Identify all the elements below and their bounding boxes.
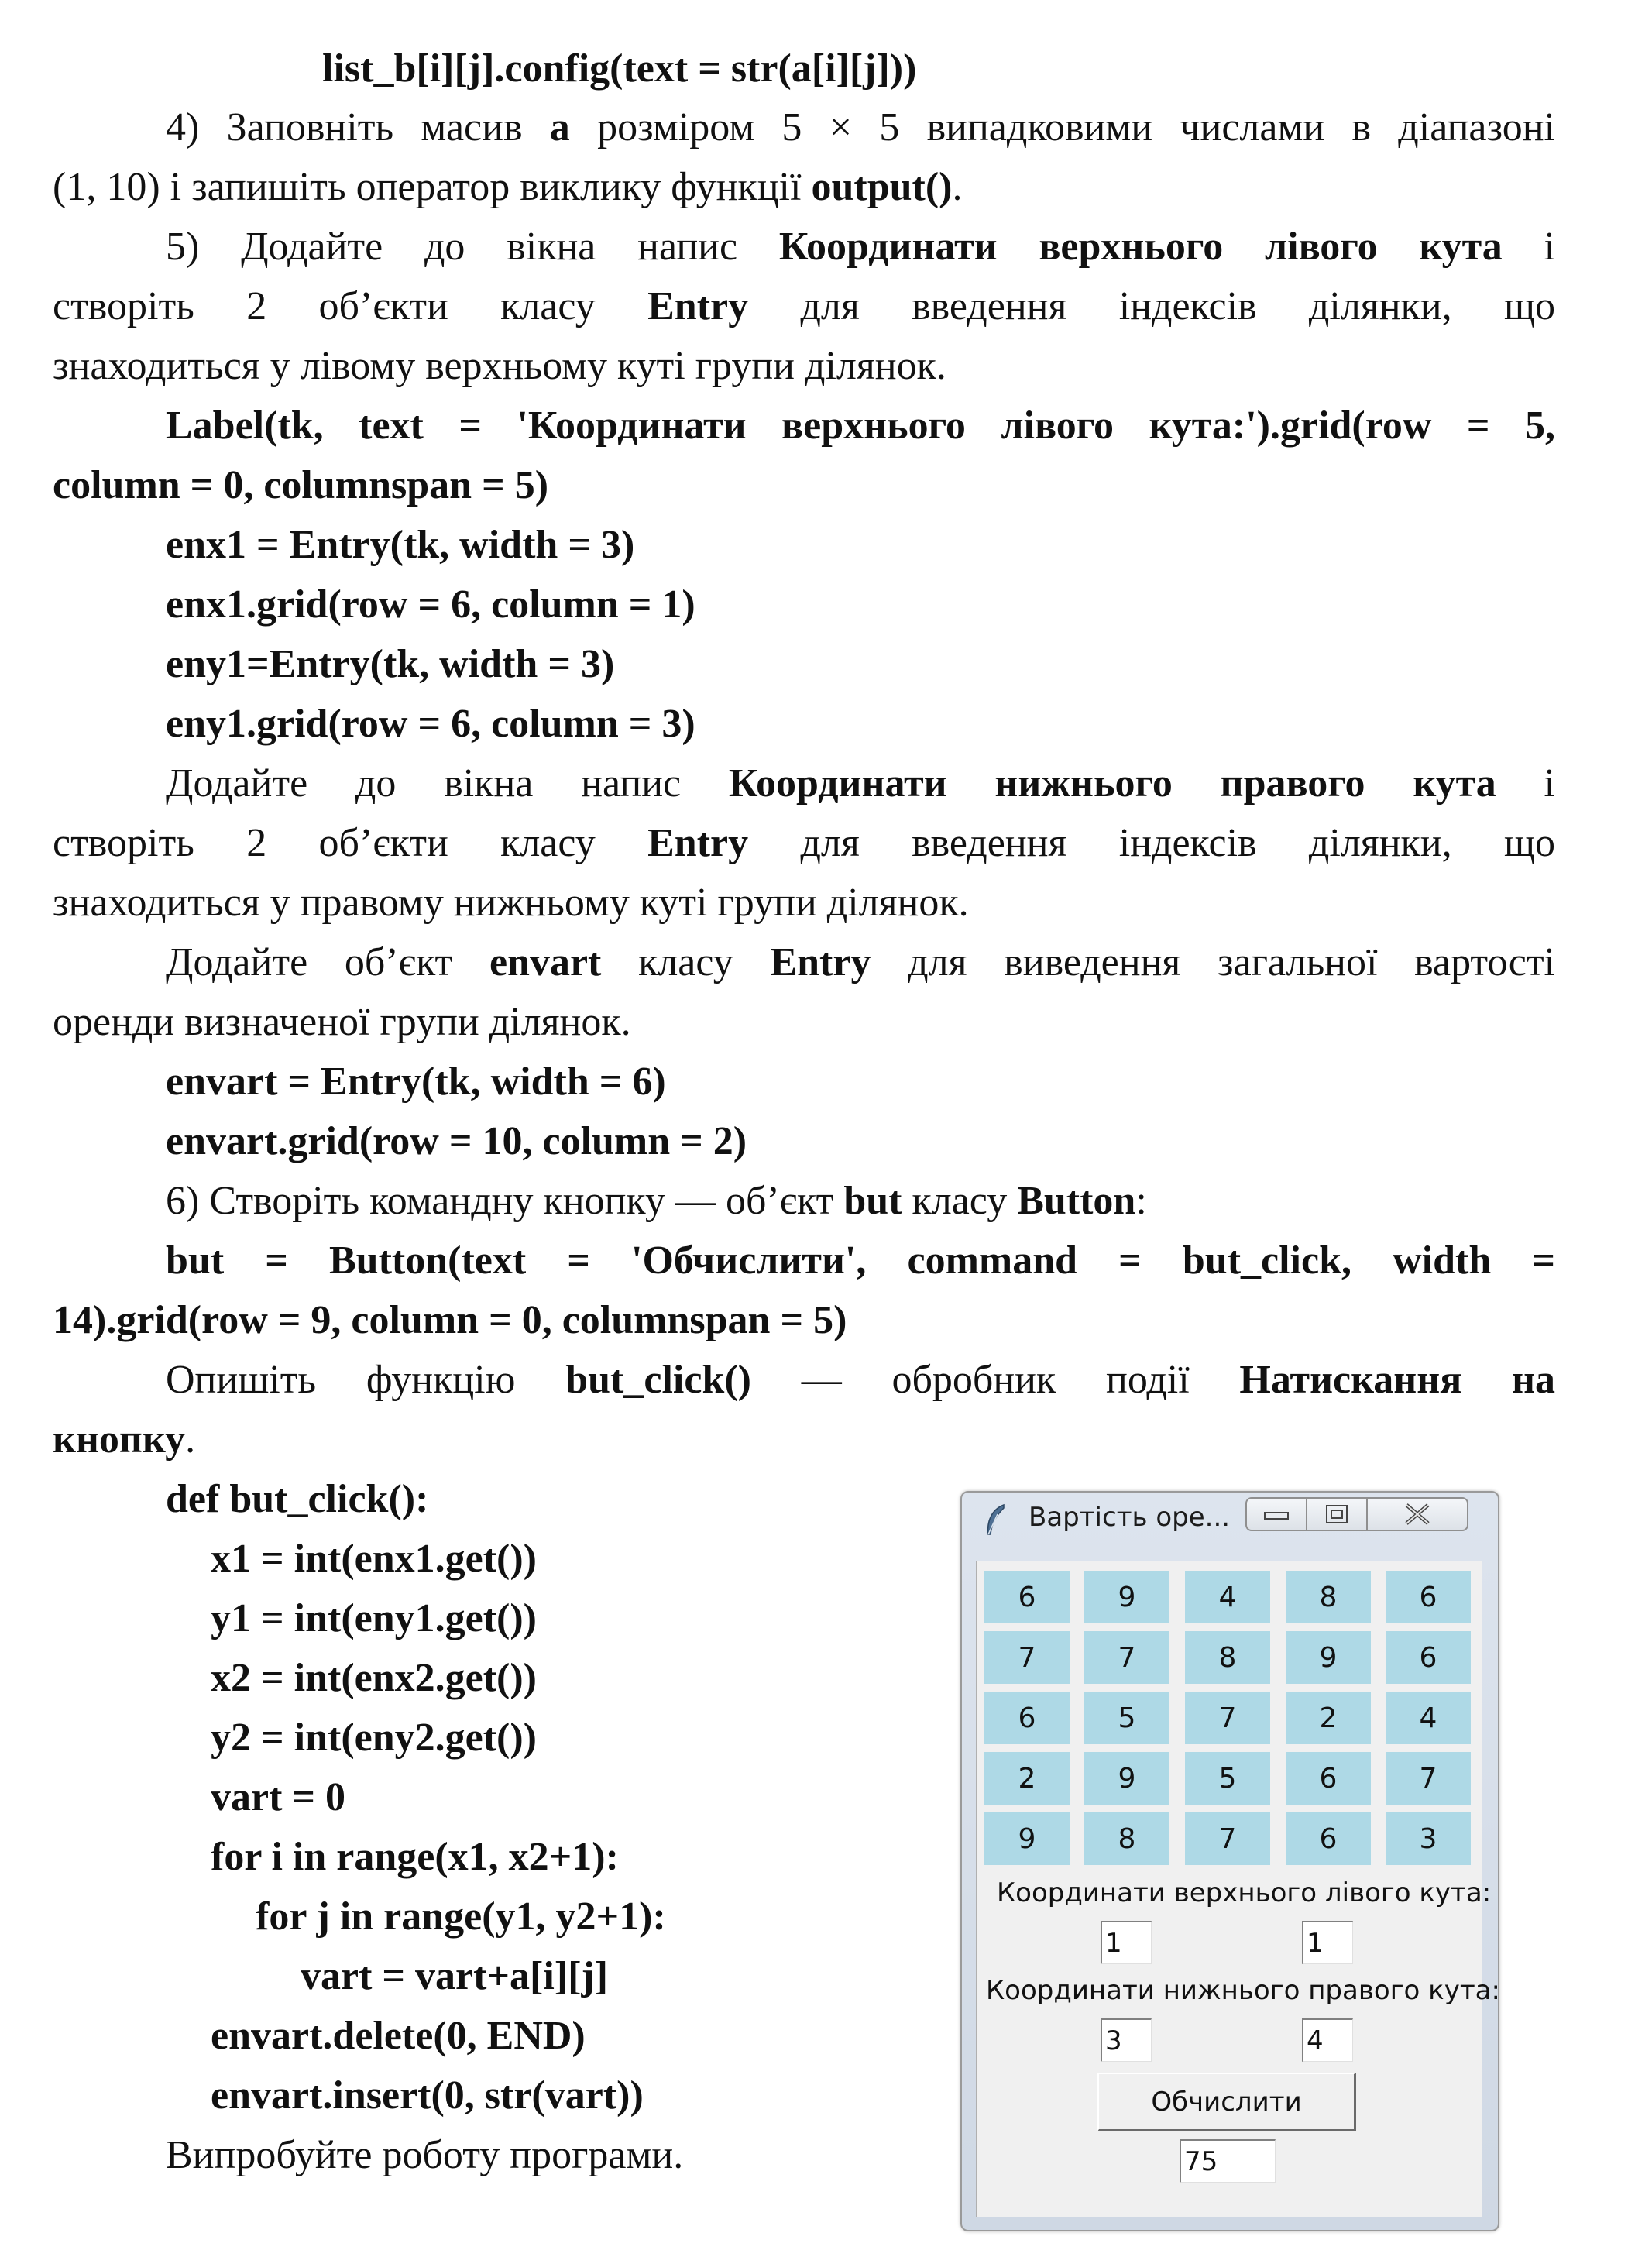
grid-cell[interactable]: 9 bbox=[984, 1812, 1070, 1865]
code-line: for j in range(y1, y2+1): bbox=[256, 1894, 666, 1939]
grid-cell[interactable]: 6 bbox=[1286, 1812, 1371, 1865]
feather-icon bbox=[984, 1503, 1008, 1537]
grid-cell[interactable]: 7 bbox=[1386, 1752, 1471, 1805]
enx1-field[interactable]: 1 bbox=[1101, 1921, 1152, 1964]
paragraph-line: Додайте об’єкт envart класу Entry для виведення загальної вартості bbox=[166, 940, 1555, 984]
code-line: def but_click(): bbox=[166, 1477, 429, 1521]
enx2-field[interactable]: 3 bbox=[1101, 2018, 1152, 2062]
code-line: y1 = int(eny1.get()) bbox=[211, 1596, 537, 1640]
code-line: envart.insert(0, str(vart)) bbox=[211, 2073, 644, 2118]
grid-cell[interactable]: 2 bbox=[1286, 1692, 1371, 1744]
close-icon bbox=[1402, 1503, 1433, 1526]
app-window bbox=[960, 1491, 1499, 2231]
close-button[interactable] bbox=[1366, 1497, 1468, 1531]
code-line: column = 0, columnspan = 5) bbox=[53, 463, 549, 507]
total-cost-field[interactable]: 75 bbox=[1180, 2139, 1276, 2183]
grid-cell[interactable]: 4 bbox=[1386, 1692, 1471, 1744]
window-title: Вартість оре... bbox=[1029, 1502, 1231, 1533]
grid-cell[interactable]: 7 bbox=[1185, 1812, 1270, 1865]
top-left-coords-label: Координати верхнього лівого кута: bbox=[997, 1877, 1492, 1908]
code-line: 14).grid(row = 9, column = 0, columnspan = 5) bbox=[53, 1298, 847, 1342]
maximize-button[interactable] bbox=[1306, 1497, 1368, 1531]
code-line: for i in range(x1, x2+1): bbox=[211, 1835, 619, 1879]
grid-cell[interactable]: 4 bbox=[1185, 1571, 1270, 1623]
grid-cell[interactable]: 7 bbox=[1185, 1692, 1270, 1744]
window-client-area bbox=[976, 1561, 1500, 2217]
code-line: x1 = int(enx1.get()) bbox=[211, 1537, 537, 1581]
code-line: eny1=Entry(tk, width = 3) bbox=[166, 642, 615, 686]
grid-cell[interactable]: 5 bbox=[1185, 1752, 1270, 1805]
grid-cell[interactable]: 7 bbox=[984, 1631, 1070, 1684]
calculate-button[interactable]: Обчислити bbox=[1097, 2073, 1356, 2131]
grid-cell[interactable]: 6 bbox=[984, 1692, 1070, 1744]
code-line: but = Button(text = 'Обчислити', command = but_click, width = bbox=[166, 1238, 1555, 1283]
maximize-icon bbox=[1324, 1503, 1350, 1525]
paragraph-line: знаходиться у правому нижньому куті групи ділянок. bbox=[53, 881, 969, 925]
grid-cell[interactable]: 6 bbox=[1386, 1631, 1471, 1684]
bottom-right-coords-label: Координати нижнього правого кута: bbox=[986, 1975, 1500, 2006]
paragraph-line: створіть 2 об’єкти класу Entry для введення індексів ділянки, що bbox=[53, 284, 1555, 328]
code-line: envart.grid(row = 10, column = 2) bbox=[166, 1119, 747, 1163]
paragraph-line: (1, 10) і запишіть оператор виклику функції output(). bbox=[53, 165, 963, 209]
eny2-field[interactable]: 4 bbox=[1302, 2018, 1353, 2062]
code-line: Label(tk, text = 'Координати верхнього лівого кута:').grid(row = 5, bbox=[166, 404, 1555, 448]
paragraph-line: Випробуйте роботу програми. bbox=[166, 2133, 684, 2177]
grid-cell[interactable]: 8 bbox=[1084, 1812, 1169, 1865]
grid-cell[interactable]: 8 bbox=[1185, 1631, 1270, 1684]
paragraph-line: створіть 2 об’єкти класу Entry для введення індексів ділянки, що bbox=[53, 821, 1555, 865]
paragraph-line: кнопку. bbox=[53, 1417, 196, 1462]
grid-cell[interactable]: 2 bbox=[984, 1752, 1070, 1805]
grid-cell[interactable]: 3 bbox=[1386, 1812, 1471, 1865]
code-line: enx1.grid(row = 6, column = 1) bbox=[166, 582, 695, 627]
title-bar[interactable] bbox=[962, 1493, 1498, 1542]
eny1-field[interactable]: 1 bbox=[1302, 1921, 1353, 1964]
code-line: enx1 = Entry(tk, width = 3) bbox=[166, 523, 635, 567]
paragraph-line: знаходиться у лівому верхньому куті групи ділянок. bbox=[53, 344, 946, 388]
grid-cell[interactable]: 9 bbox=[1084, 1571, 1169, 1623]
code-line: vart = vart+a[i][j] bbox=[301, 1954, 609, 1998]
paragraph-line: 6) Створіть командну кнопку — об’єкт but класу Button: bbox=[166, 1179, 1147, 1223]
grid-cell[interactable]: 5 bbox=[1084, 1692, 1169, 1744]
paragraph-line: 5) Додайте до вікна напис Координати верхнього лівого кута і bbox=[166, 225, 1556, 269]
grid-cell[interactable]: 9 bbox=[1084, 1752, 1169, 1805]
code-line: envart.delete(0, END) bbox=[211, 2014, 586, 2058]
code-line: x2 = int(enx2.get()) bbox=[211, 1656, 537, 1700]
code-line: envart = Entry(tk, width = 6) bbox=[166, 1060, 666, 1104]
grid-cell[interactable]: 8 bbox=[1286, 1571, 1371, 1623]
paragraph-line: 4) Заповніть масив a розміром 5 × 5 випадковими числами в діапазоні bbox=[166, 105, 1556, 149]
paragraph-line: Опишіть функцію but_click() — обробник події Натискання на bbox=[166, 1358, 1556, 1402]
code-line: vart = 0 bbox=[211, 1775, 346, 1819]
minimize-button[interactable] bbox=[1245, 1497, 1307, 1531]
code-line: list_b[i][j].config(text = str(a[i][j])) bbox=[322, 46, 917, 91]
minimize-icon bbox=[1263, 1506, 1290, 1522]
grid-cell[interactable]: 6 bbox=[984, 1571, 1070, 1623]
paragraph-line: оренди визначеної групи ділянок. bbox=[53, 1000, 631, 1044]
grid-cell[interactable]: 9 bbox=[1286, 1631, 1371, 1684]
code-line: y2 = int(eny2.get()) bbox=[211, 1716, 537, 1760]
paragraph-line: Додайте до вікна напис Координати нижнього правого кута і bbox=[166, 761, 1556, 806]
grid-cell[interactable]: 7 bbox=[1084, 1631, 1169, 1684]
grid-cell[interactable]: 6 bbox=[1386, 1571, 1471, 1623]
grid-cell[interactable]: 6 bbox=[1286, 1752, 1371, 1805]
code-line: eny1.grid(row = 6, column = 3) bbox=[166, 702, 695, 746]
